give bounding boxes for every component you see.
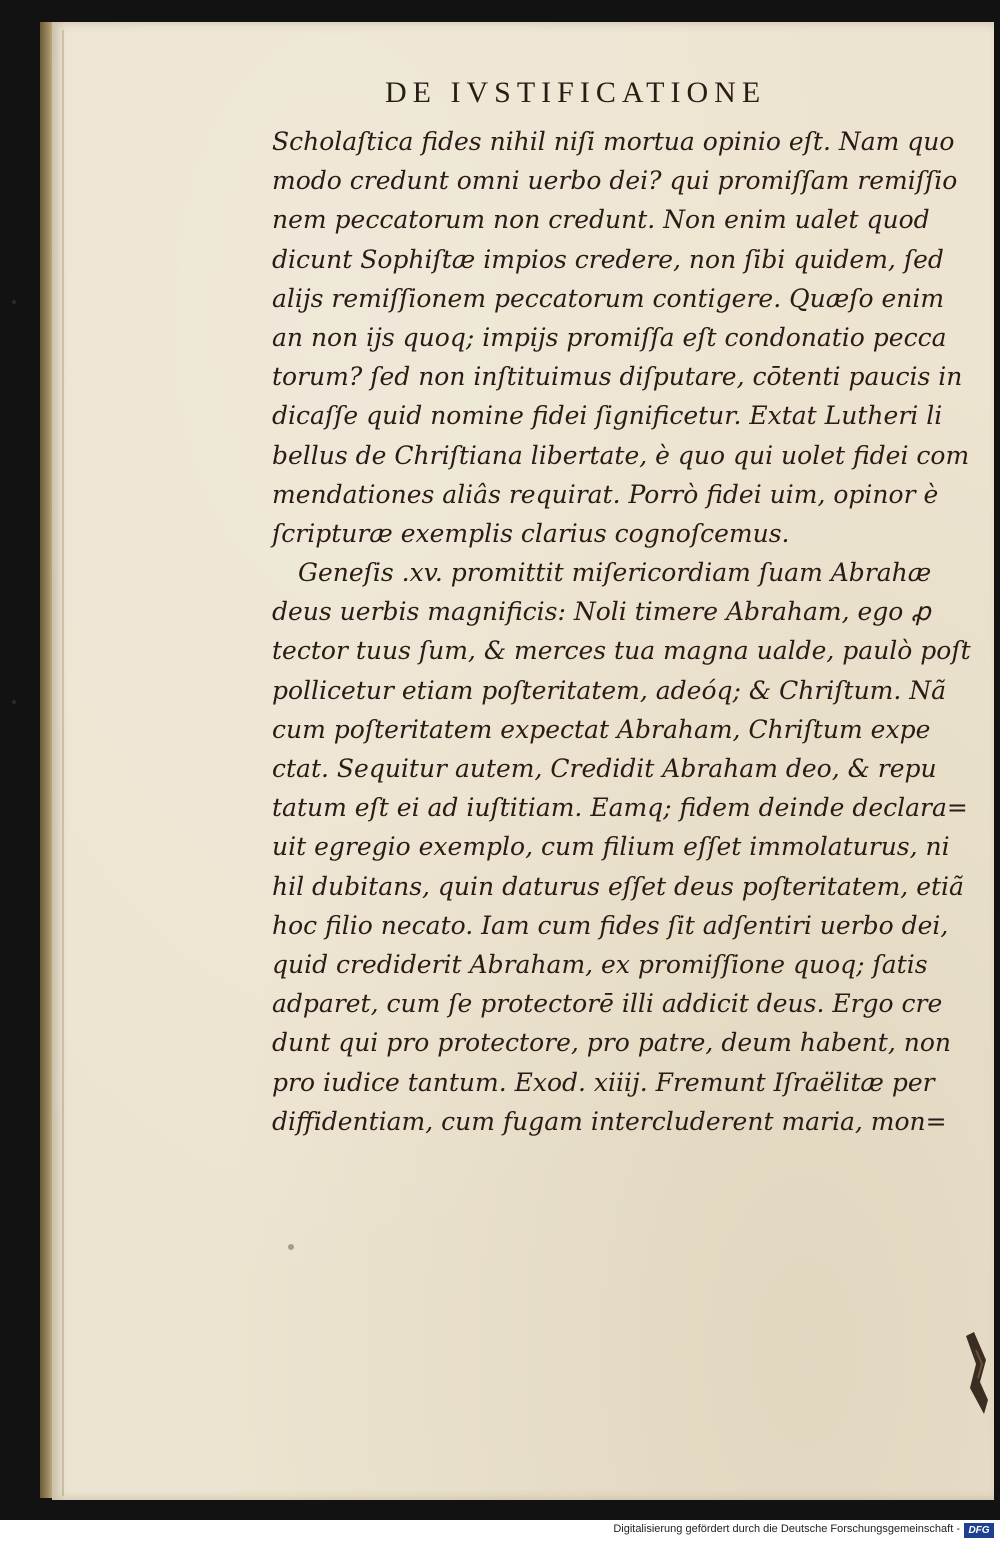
text-line: ctat. Sequitur autem, Credidit Abraham deo, & repu bbox=[272, 754, 937, 783]
text-line: bellus de Chriſtiana libertate, è quo qui uolet fidei com bbox=[272, 440, 970, 470]
text-line: uit egregio exemplo, cum filium eſſet immolaturus, ni bbox=[272, 832, 950, 862]
text-line: cum poſteritatem expectat Abraham, Chriſtum expe bbox=[272, 714, 931, 744]
dfg-logo-icon: DFG bbox=[964, 1523, 994, 1538]
text-line: tatum eſt ei ad iuſtitiam. Eamq; fidem deinde declara= bbox=[272, 793, 968, 823]
text-line: adparet, cum ſe protectorē illi addicit deus. Ergo cre bbox=[272, 989, 943, 1019]
text-line: mendationes aliâs requirat. Porrò fidei uim, opinor è bbox=[272, 479, 939, 509]
text-line: alijs remiſſionem peccatorum contigere. Quæſo enim bbox=[272, 283, 945, 313]
text-block bbox=[272, 122, 971, 1141]
footer-credit: Digitalisierung gefördert durch die Deutsche Forschungsgemeinschaft - bbox=[613, 1523, 960, 1535]
text-line: hil dubitans, quin daturus eſſet deus poſteritatem, etiã bbox=[272, 871, 964, 901]
text-line: pollicetur etiam poſteritatem, adeóq; & Chriſtum. Nã bbox=[272, 675, 947, 705]
text-line: deus uerbis magnificis: Noli timere Abraham, ego ꝓ bbox=[272, 597, 931, 627]
text-line: nem peccatorum non credunt. Non enim ualet quod bbox=[272, 205, 930, 235]
text-line: Scholaſtica fides nihil niſi mortua opinio eſt. Nam quo bbox=[272, 127, 955, 156]
text-line: ſcripturæ exemplis clarius cognoſcemus. bbox=[272, 518, 790, 548]
text-line: pro iudice tantum. Exod. xiiij. Fremunt Iſraëlitæ per bbox=[272, 1067, 935, 1097]
scan-speck bbox=[12, 300, 16, 304]
gutter-shadow bbox=[62, 30, 64, 1496]
text-line: torum? ſed non inſtituimus diſputare, cōtenti paucis in bbox=[272, 362, 963, 392]
paper-stain bbox=[288, 1244, 294, 1250]
text-line: dunt qui pro protectore, pro patre, deum habent, non bbox=[272, 1028, 951, 1058]
text-line: Geneſis .xv. promittit miſericordiam ſuam Abrahæ bbox=[298, 558, 932, 588]
scan-speck bbox=[12, 700, 16, 704]
footer-bar bbox=[0, 1520, 1000, 1542]
text-line: an non ijs quoq; impijs promiſſa eſt condonatio pecca bbox=[272, 322, 947, 352]
running-head: DE IVSTIFICATIONE bbox=[385, 76, 767, 109]
text-line: modo credunt omni uerbo dei? qui promiſſam remiſſio bbox=[272, 166, 958, 196]
text-line: dicunt Sophiſtæ impios credere, non ſibi quidem, ſed bbox=[272, 244, 944, 274]
text-line: quid crediderit Abraham, ex promiſſione quoq; ſatis bbox=[272, 949, 928, 979]
text-line: hoc filio necato. Iam cum fides ſit adſentiri uerbo dei, bbox=[272, 910, 949, 940]
text-line: tector tuus ſum, & merces tua magna ualde, paulò poſt bbox=[272, 636, 971, 666]
text-line: diffidentiam, cum fugam intercluderent maria, mon= bbox=[272, 1106, 947, 1136]
text-line: dicaſſe quid nomine fidei ſignificetur. Extat Lutheri li bbox=[272, 401, 943, 431]
book-clasp-icon bbox=[962, 1330, 994, 1420]
